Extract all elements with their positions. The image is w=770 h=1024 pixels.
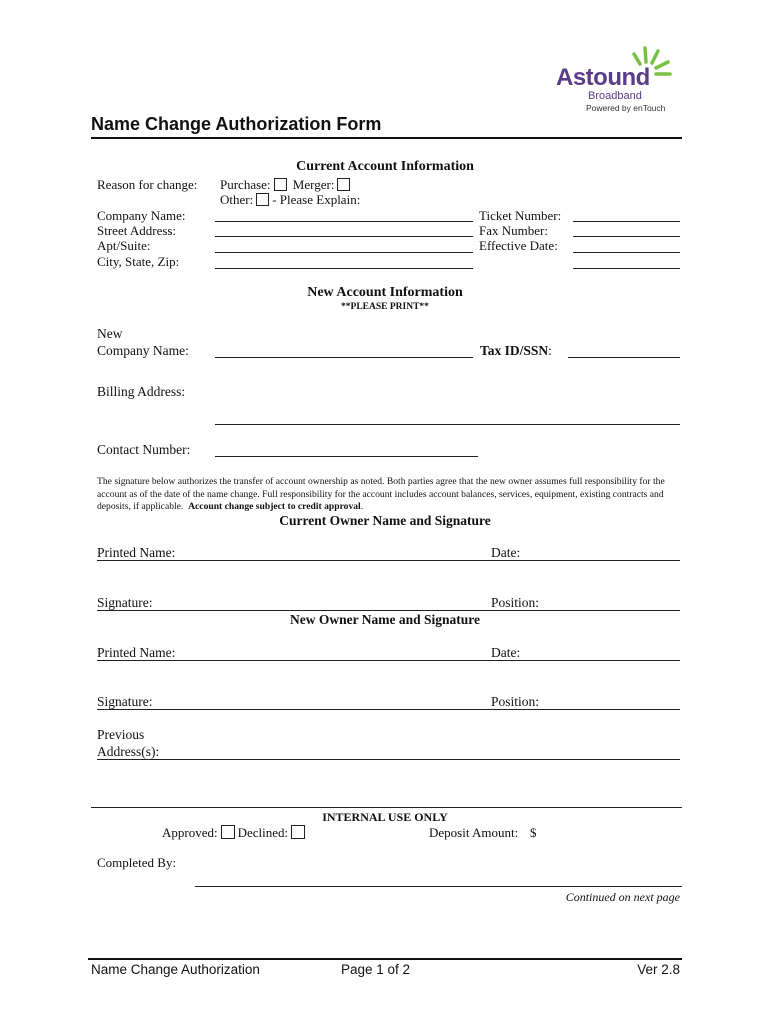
apt-suite-field[interactable] xyxy=(215,252,473,253)
declined-label: Declined: xyxy=(237,825,289,840)
completed-by-field[interactable] xyxy=(195,886,682,887)
tax-id-label-wrap xyxy=(480,343,552,359)
billing-address-label: Billing Address: xyxy=(97,384,186,399)
new-position-label: Position: xyxy=(491,694,540,709)
logo-brand: Astound xyxy=(556,64,650,91)
new-printed-name-field[interactable] xyxy=(97,660,680,661)
dollar-sign: $ xyxy=(530,825,537,840)
new-signature-field[interactable] xyxy=(97,709,680,710)
tax-id-field[interactable] xyxy=(568,357,680,358)
logo-sub: Broadband xyxy=(588,90,642,102)
footer-center: Page 1 of 2 xyxy=(341,962,411,977)
new-owner-heading: New Owner Name and Signature xyxy=(289,612,480,627)
city-state-zip-label: City, State, Zip: xyxy=(97,254,180,269)
tax-id-colon: : xyxy=(548,343,552,358)
previous-addresses-label: Address(s): xyxy=(97,744,160,759)
city-state-zip-field[interactable] xyxy=(215,268,473,269)
internal-heading: INTERNAL USE ONLY xyxy=(322,810,448,824)
merger-label: Merger: xyxy=(292,177,335,192)
new-date-label: Date: xyxy=(491,645,521,660)
disclaimer xyxy=(97,476,682,514)
reason-label: Reason for change: xyxy=(97,177,198,192)
previous-label: Previous xyxy=(97,727,145,742)
fax-number-label: Fax Number: xyxy=(479,223,548,238)
new-printed-name-label: Printed Name: xyxy=(97,645,176,660)
disclaimer-text: The signature below authorizes the transfer of account ownership as noted. Both parties agree that the new owner assumes full responsibility for the account as of the date of the name change. Full responsibility for the account includes account balances, services, equipment, existing contracts and deposits, if applicable. xyxy=(97,476,665,512)
apt-suite-label: Apt/Suite: xyxy=(97,238,151,253)
contact-number-label: Contact Number: xyxy=(97,442,191,457)
approved-label: Approved: xyxy=(162,825,218,840)
declined-checkbox[interactable] xyxy=(291,825,305,839)
disclaimer-bold: Account change subject to credit approval xyxy=(188,501,361,512)
current-printed-name-label: Printed Name: xyxy=(97,545,176,560)
purchase-checkbox[interactable] xyxy=(274,178,287,191)
extra-field[interactable] xyxy=(573,268,680,269)
billing-address-field[interactable] xyxy=(215,424,680,425)
ticket-number-field[interactable] xyxy=(573,221,680,222)
current-position-label: Position: xyxy=(491,595,540,610)
title-rule xyxy=(91,137,682,139)
footer-right: Ver 2.8 xyxy=(637,962,680,977)
tax-id-label: Tax ID/SSN xyxy=(480,343,549,358)
current-owner-heading: Current Owner Name and Signature xyxy=(279,513,491,528)
approved-checkbox[interactable] xyxy=(221,825,235,839)
new-label: New xyxy=(97,326,123,341)
logo-powered: Powered by enTouch xyxy=(586,103,666,113)
current-signature-field[interactable] xyxy=(97,610,680,611)
please-print: **PLEASE PRINT** xyxy=(341,302,429,312)
street-address-field[interactable] xyxy=(215,236,473,237)
form-title: Name Change Authorization Form xyxy=(91,114,382,134)
current-date-label: Date: xyxy=(491,545,521,560)
effective-date-label: Effective Date: xyxy=(479,238,558,253)
current-heading: Current Account Information xyxy=(296,159,474,174)
disclaimer-end: . xyxy=(360,501,364,512)
effective-date-field[interactable] xyxy=(573,252,680,253)
new-company-name-label: Company Name: xyxy=(97,343,189,358)
reason-options-row1 xyxy=(220,177,353,192)
approval-row xyxy=(162,825,308,840)
logo xyxy=(556,44,686,116)
explain-label: - Please Explain: xyxy=(272,192,361,207)
merger-checkbox[interactable] xyxy=(337,178,350,191)
street-address-label: Street Address: xyxy=(97,223,177,238)
new-account-heading: New Account Information xyxy=(307,285,463,300)
other-checkbox[interactable] xyxy=(256,193,269,206)
new-company-name-field[interactable] xyxy=(215,357,473,358)
company-name-field[interactable] xyxy=(215,221,473,222)
current-printed-name-field[interactable] xyxy=(97,560,680,561)
footer-rule xyxy=(88,958,682,960)
previous-addresses-field[interactable] xyxy=(97,759,680,760)
company-name-label: Company Name: xyxy=(97,208,186,223)
fax-number-field[interactable] xyxy=(573,236,680,237)
current-signature-label: Signature: xyxy=(97,595,153,610)
deposit-amount-label: Deposit Amount: xyxy=(429,825,519,840)
continued-note: Continued on next page xyxy=(565,890,680,904)
purchase-label: Purchase: xyxy=(220,177,271,192)
new-signature-label: Signature: xyxy=(97,694,153,709)
completed-by-label: Completed By: xyxy=(97,855,177,870)
internal-rule xyxy=(91,807,682,808)
reason-options-row2 xyxy=(220,192,360,207)
contact-number-field[interactable] xyxy=(215,456,478,457)
other-label: Other: xyxy=(220,192,254,207)
footer-left: Name Change Authorization xyxy=(91,962,260,977)
ticket-number-label: Ticket Number: xyxy=(479,208,562,223)
